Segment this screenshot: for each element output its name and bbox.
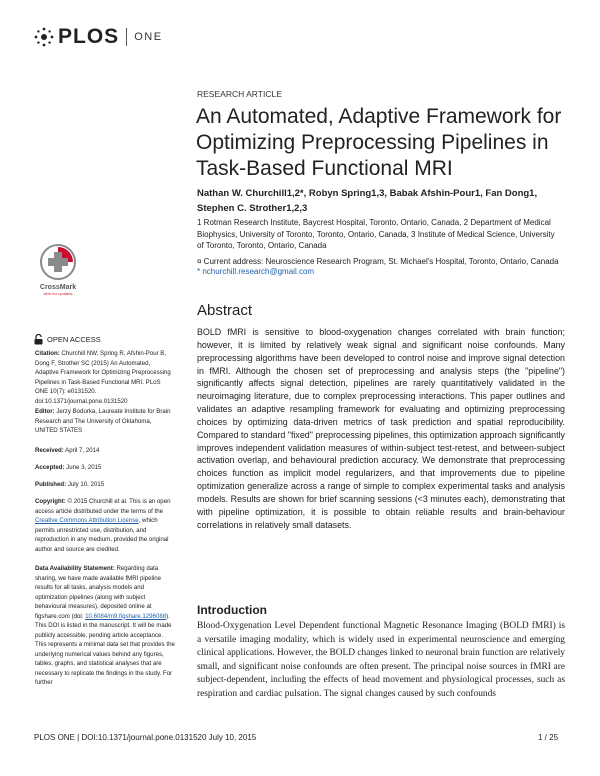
data-availability-block bbox=[35, 564, 175, 688]
accepted-label: Accepted: bbox=[35, 464, 65, 471]
abstract-text: BOLD fMRI is sensitive to blood-oxygenation changes correlated with brain function; however, it is limited by relatively weak signal and significant noise confounds. Many preprocessing algorithms have been developed to control noise and improve signal detection in fMRI. Although the chosen set of preprocessing and analysis steps (the "pipeline") significantly affects signal detection, pipelines are rarely quantitatively validated in the neuroimaging literature, due to complex preprocessing interactions. This paper outlines and validates an adaptive resampling framework for evaluating and optimizing preprocessing choices by optimizing data-driven metrics of task prediction and spatial reproducibility. Compared to standard "fixed" preprocessing pipelines, this optimization approach significantly improves independent validation measures of within-subject test-retest, and between-subject activation overlap, and behavioural prediction accuracy. We demonstrate that preprocessing choices function as implicit model regularizers, and that improvements due to pipeline optimization generalize across a range of simple to complex experimental tasks and analysis models. Results are shown for brief scanning sessions (<3 minutes each), demonstrating that with pipeline optimization, it is possible to obtain reliable results and brain-behaviour correlations in relatively small datasets. bbox=[197, 327, 565, 530]
crossmark-sub: click for updates bbox=[43, 291, 73, 296]
copyright-text-end: , which permits unrestricted use, distribution, and reproduction in any medium, provided the original author and source are credited. bbox=[35, 517, 169, 553]
current-address: ¤ Current address: Neuroscience Research Program, St. Michael's Hospital, Toronto, Ontario, Canada bbox=[197, 257, 559, 266]
editor-text: Jerzy Bodurka, Laureate Institute for Brain Research and The University of Oklahoma, UNITED STATES bbox=[35, 408, 171, 434]
data-availability-text: Regarding data sharing, we have made available fMRI pipeline results for all tasks, analysis models and optimization pipelines (along with subject behavioural measures), deposited online at figshare.com (doi: bbox=[35, 565, 162, 620]
published-date bbox=[35, 480, 175, 490]
citation-text: Churchill NW, Spring R, Afshin-Pour B, Dong F, Strother SC (2015) An Automated, Adaptive Framework for Optimizing Preprocessing Pipelines in Task-Based Functional MRI. PLoS ONE 10(7): e0131520. doi:10.1371/journal.pone.0131520 bbox=[35, 350, 171, 405]
introduction-text: Blood-Oxygenation Level Dependent functional Magnetic Resonance Imaging (BOLD fMRI) is a versatile imaging modality, which is widely used in experimental neuroscience and emerging clinical applications. However, the BOLD changes linked to neuronal brain function are relatively small, and significant noise confounds are often present. The principal noise sources in fMRI are subject-dependent, including the effects of head movement and physiological processes, such as respiration and cardiac pulsation. The signal changes caused by such confounds bbox=[197, 621, 565, 699]
open-access-label: OPEN ACCESS bbox=[47, 335, 101, 344]
accepted-date bbox=[35, 463, 175, 473]
copyright-block bbox=[35, 497, 175, 554]
copyright-text: © 2015 Churchill et al. This is an open access article distributed under the terms of the bbox=[35, 498, 171, 515]
data-availability-label: Data Availability Statement: bbox=[35, 565, 115, 572]
published-label: Published: bbox=[35, 481, 67, 488]
citation-block bbox=[35, 349, 175, 406]
received-label: Received: bbox=[35, 447, 64, 454]
data-availability-text-end: ). This DOI is listed in the manuscript. It will be made publicly accessible, pending article acceptance. This represents a minimal data set that provides the underlying numerical values behind any figures, tables, graphs, and statistical analyses that are necessary to replicate the findings in the study. For further bbox=[35, 612, 175, 686]
open-access-badge bbox=[34, 334, 101, 345]
accepted-value: June 3, 2015 bbox=[66, 464, 102, 471]
crossmark-label: CrossMark bbox=[39, 284, 77, 291]
open-lock-icon bbox=[34, 334, 43, 345]
introduction-heading: Introduction bbox=[197, 603, 267, 617]
plos-logo[interactable] bbox=[34, 26, 163, 48]
author-list bbox=[197, 186, 557, 216]
authors-text: Nathan W. Churchill1,2*, Robyn Spring1,3, Babak Afshin-Pour1, Fan Dong1, Stephen C. Strother1,2,3 bbox=[197, 188, 538, 214]
logo-brand: PLOS bbox=[58, 25, 120, 48]
received-value: April 7, 2014 bbox=[65, 447, 100, 454]
footer-citation: PLOS ONE | DOI:10.1371/journal.pone.0131520 July 10, 2015 bbox=[34, 733, 257, 742]
crossmark-badge[interactable] bbox=[34, 243, 82, 296]
page-number: 1 / 25 bbox=[538, 733, 559, 742]
plos-sun-icon bbox=[34, 27, 54, 47]
cc-license-link[interactable]: Creative Commons Attribution License bbox=[35, 517, 139, 524]
received-date bbox=[35, 446, 175, 456]
affiliations: 1 Rotman Research Institute, Baycrest Hospital, Toronto, Ontario, Canada, 2 Department of Medical Biophysics, University of Toronto, Toronto, Ontario, Canada, 3 Institute of Medical Science, University of Toronto, Toronto, Ontario, Canada bbox=[197, 218, 555, 250]
logo-journal: ONE bbox=[134, 31, 163, 43]
article-type: RESEARCH ARTICLE bbox=[197, 89, 282, 99]
abstract-heading: Abstract bbox=[197, 302, 253, 319]
logo-divider bbox=[126, 28, 127, 46]
editor-block bbox=[35, 407, 175, 436]
citation-label: Citation: bbox=[35, 350, 60, 357]
figshare-doi-link[interactable]: 10.6084/m9.figshare.1296088 bbox=[85, 612, 167, 620]
article-title: An Automated, Adaptive Framework for Optimizing Preprocessing Pipelines in Task-Based Functional MRI bbox=[196, 105, 562, 180]
crossmark-icon bbox=[39, 243, 77, 281]
corresponding-email-link[interactable]: * nchurchill.research@gmail.com bbox=[197, 267, 315, 276]
editor-label: Editor: bbox=[35, 408, 55, 415]
copyright-label: Copyright: bbox=[35, 498, 66, 505]
published-value: July 10, 2015 bbox=[67, 481, 105, 488]
